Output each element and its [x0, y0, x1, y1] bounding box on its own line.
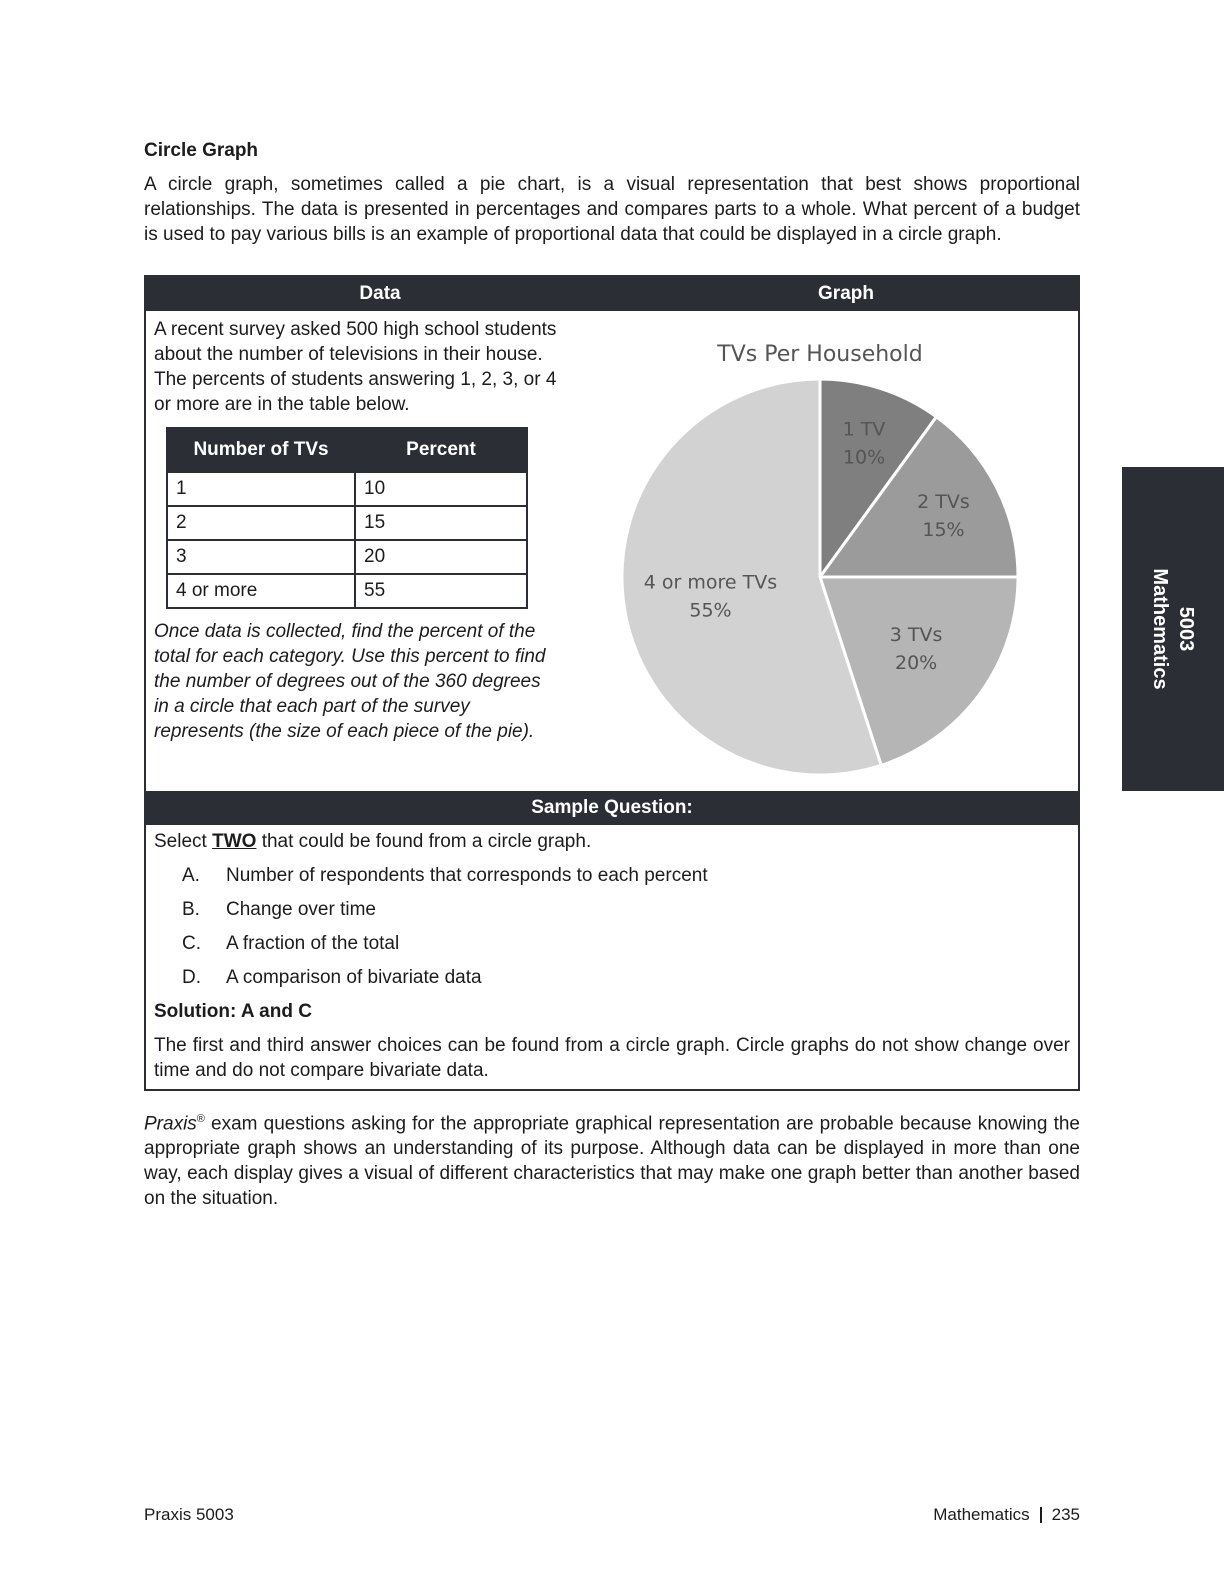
page-content	[144, 140, 1080, 1211]
side-tab-subject: Mathematics	[1149, 568, 1171, 690]
side-tab	[1122, 467, 1224, 791]
table-cell: 4 or more	[167, 574, 355, 608]
slice-label: 1 TV	[842, 418, 886, 441]
slice-label: 2 TVs	[917, 491, 970, 514]
box-body	[146, 311, 1078, 791]
table-cell: 2	[167, 506, 355, 540]
table-cell: 3	[167, 540, 355, 574]
pie-chart	[612, 311, 1078, 791]
footer-left: Praxis 5003	[144, 1505, 234, 1524]
side-tab-number: 5003	[1175, 606, 1197, 652]
answer-choice	[154, 863, 1070, 888]
table-row	[167, 472, 527, 506]
graph-header: Graph	[818, 283, 874, 304]
question-text	[154, 829, 1070, 854]
table-row	[167, 540, 527, 574]
choice-letter: C.	[182, 933, 201, 954]
slice-percent-label: 15%	[922, 519, 965, 542]
data-column	[146, 311, 612, 791]
registered-mark: ®	[196, 1113, 205, 1125]
sample-question-header: Sample Question:	[146, 791, 1078, 825]
table-cell: 20	[355, 540, 527, 574]
table-header-cell: Number of TVs	[167, 428, 355, 472]
answer-choice	[154, 965, 1070, 990]
data-header: Data	[359, 283, 401, 304]
table-header-row	[167, 428, 527, 472]
footer-separator	[1040, 1507, 1042, 1523]
section-heading: Circle Graph	[144, 140, 259, 161]
footer-right	[933, 1505, 1080, 1525]
outro-paragraph	[144, 1107, 1080, 1211]
table-cell: 15	[355, 506, 527, 540]
answer-choice	[154, 931, 1070, 956]
slice-percent-label: 10%	[842, 446, 886, 469]
question-suffix: that could be found from a circle graph.	[256, 831, 592, 852]
table-row	[167, 574, 527, 608]
slice-label: 3 TVs	[889, 623, 943, 646]
question-prefix: Select	[154, 831, 213, 852]
outro-text: exam questions asking for the appropriate graphical representation are probable because knowing the appropriate graph shows an understanding of its purpose. Although data can be displayed in more than one way, each display gives a visual of different characteristics that may make one graph better than another based on the situation.	[144, 1113, 1080, 1210]
table-cell: 1	[167, 472, 355, 506]
solution: Solution: A and C	[154, 1001, 312, 1022]
choice-text: A fraction of the total	[226, 933, 400, 954]
tv-table	[166, 427, 528, 609]
table-cell: 10	[355, 472, 527, 506]
slice-percent-label: 20%	[894, 651, 938, 674]
example-box	[144, 275, 1080, 1091]
graph-column	[612, 311, 1078, 791]
table-header-cell: Percent	[355, 428, 527, 472]
choice-letter: D.	[182, 967, 201, 988]
slice-percent-label: 55%	[689, 599, 732, 622]
box-header	[146, 277, 1078, 311]
answer-choice	[154, 897, 1070, 922]
question-emphasis: TWO	[212, 831, 257, 852]
choice-text: A comparison of bivariate data	[226, 967, 482, 988]
choice-letter: B.	[182, 899, 200, 920]
chart-title: TVs Per Household	[717, 342, 923, 367]
explanation: The first and third answer choices can be found from a circle graph. Circle graphs do not show change over time and do not compare bivariate data.	[154, 1035, 1070, 1081]
data-description: A recent survey asked 500 high school students about the number of televisions in their house. The percents of students answering 1, 2, 3, or 4 or more are in the table below.	[154, 319, 557, 415]
choice-text: Number of respondents that corresponds to each percent	[226, 865, 708, 886]
side-tab-text	[1147, 568, 1199, 689]
table-row	[167, 506, 527, 540]
sample-question-body	[146, 825, 1078, 1089]
brand-name: Praxis	[144, 1113, 197, 1135]
choice-text: Change over time	[226, 899, 376, 920]
footer-subject: Mathematics	[933, 1505, 1030, 1524]
data-note: Once data is collected, find the percent of the total for each category. Use this percent to find the number of degrees out of the 360 degrees in a circle that each part of the survey represents (the size of each piece of the pie).	[154, 621, 546, 742]
choice-letter: A.	[182, 865, 200, 886]
page-number: 235	[1051, 1505, 1080, 1524]
slice-label: 4 or more TVs	[643, 571, 778, 594]
intro-paragraph: A circle graph, sometimes called a pie chart, is a visual representation that best shows proportional relationships. The data is presented in percentages and compares parts to a whole. What percent of a budget is used to pay various bills is an example of proportional data that could be displayed in a circle graph.	[144, 174, 1080, 245]
table-cell: 55	[355, 574, 527, 608]
